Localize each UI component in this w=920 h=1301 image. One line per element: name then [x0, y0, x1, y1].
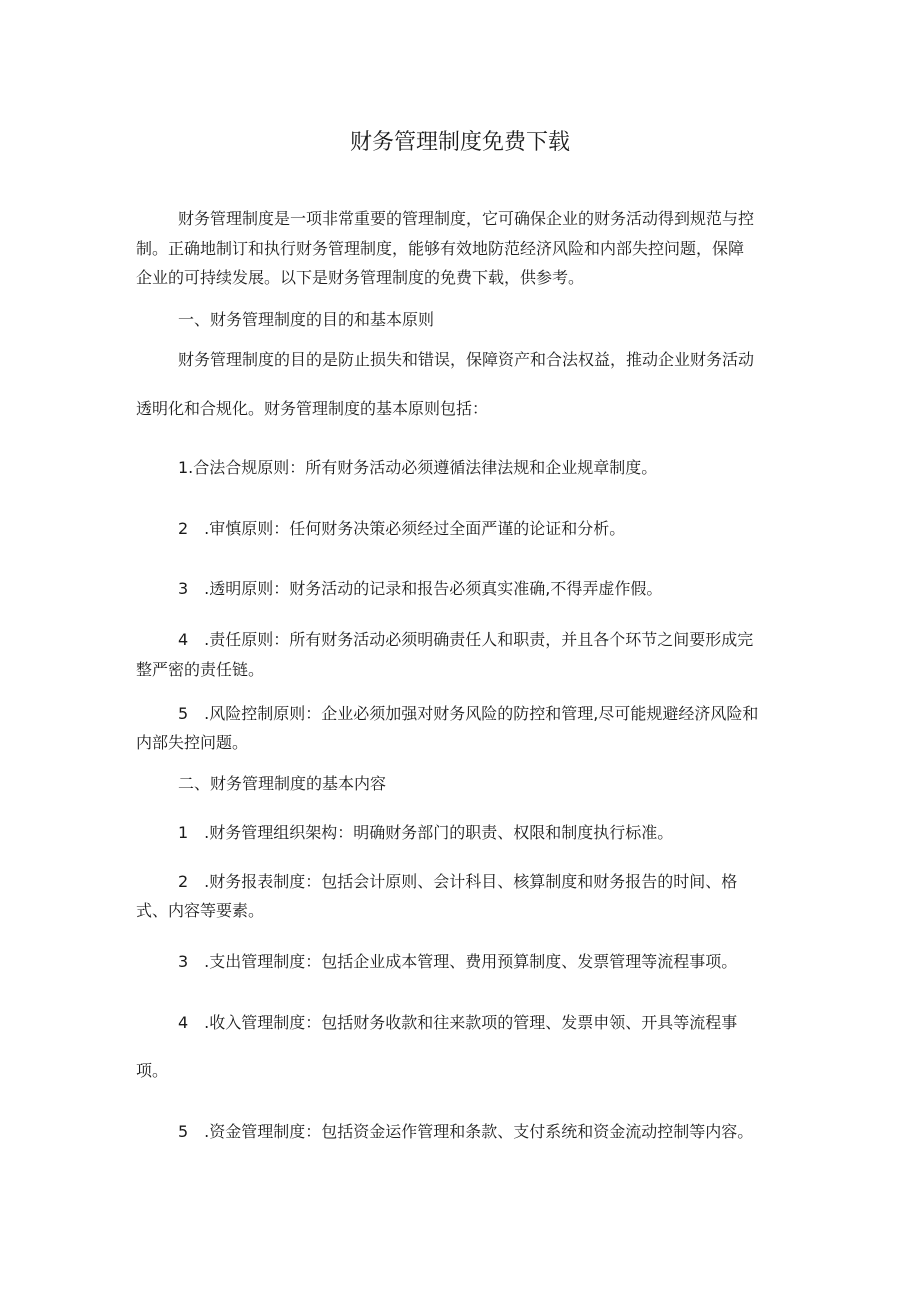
intro-line: 企业的可持续发展。以下是财务管理制度的免费下载，供参考。 [136, 268, 585, 287]
list-item: 5 .资金管理制度：包括资金运作管理和条款、支付系统和资金流动控制等内容。 [178, 1122, 754, 1141]
paragraph-line: 透明化和合规化。财务管理制度的基本原则包括： [136, 399, 489, 418]
section-heading: 一、财务管理制度的目的和基本原则 [178, 310, 435, 329]
list-item: 1 .财务管理组织架构：明确财务部门的职责、权限和制度执行标准。 [178, 823, 674, 842]
intro-line: 制。正确地制订和执行财务管理制度，能够有效地防范经济风险和内部失控问题，保障 [136, 239, 745, 258]
page-title: 财务管理制度免费下载 [349, 130, 570, 155]
list-item: 2 .审慎原则：任何财务决策必须经过全面严谨的论证和分析。 [178, 519, 626, 538]
list-item-continuation: 整严密的责任链。 [136, 660, 265, 679]
list-item: 5 .风险控制原则：企业必须加强对财务风险的防控和管理,尽可能规避经济风险和 [178, 704, 759, 723]
list-item: 1.合法合规原则：所有财务活动必须遵循法律法规和企业规章制度。 [178, 458, 658, 477]
section-heading: 二、财务管理制度的基本内容 [178, 774, 387, 793]
list-item-continuation: 项。 [136, 1061, 169, 1080]
list-item-continuation: 内部失控问题。 [136, 733, 249, 752]
list-item: 3 .支出管理制度：包括企业成本管理、费用预算制度、发票管理等流程事项。 [178, 952, 738, 971]
list-item-continuation: 式、内容等要素。 [136, 901, 265, 920]
list-item: 4 .责任原则：所有财务活动必须明确责任人和职责，并且各个环节之间要形成完 [178, 630, 754, 649]
list-item: 4 .收入管理制度：包括财务收款和往来款项的管理、发票申领、开具等流程事 [178, 1013, 738, 1032]
paragraph-line: 财务管理制度的目的是防止损失和错误，保障资产和合法权益，推动企业财务活动 [178, 350, 755, 369]
intro-line: 财务管理制度是一项非常重要的管理制度，它可确保企业的财务活动得到规范与控 [178, 209, 755, 228]
list-item: 3 .透明原则：财务活动的记录和报告必须真实准确,不得弄虚作假。 [178, 579, 663, 598]
list-item: 2 .财务报表制度：包括会计原则、会计科目、核算制度和财务报告的时间、格 [178, 872, 738, 891]
